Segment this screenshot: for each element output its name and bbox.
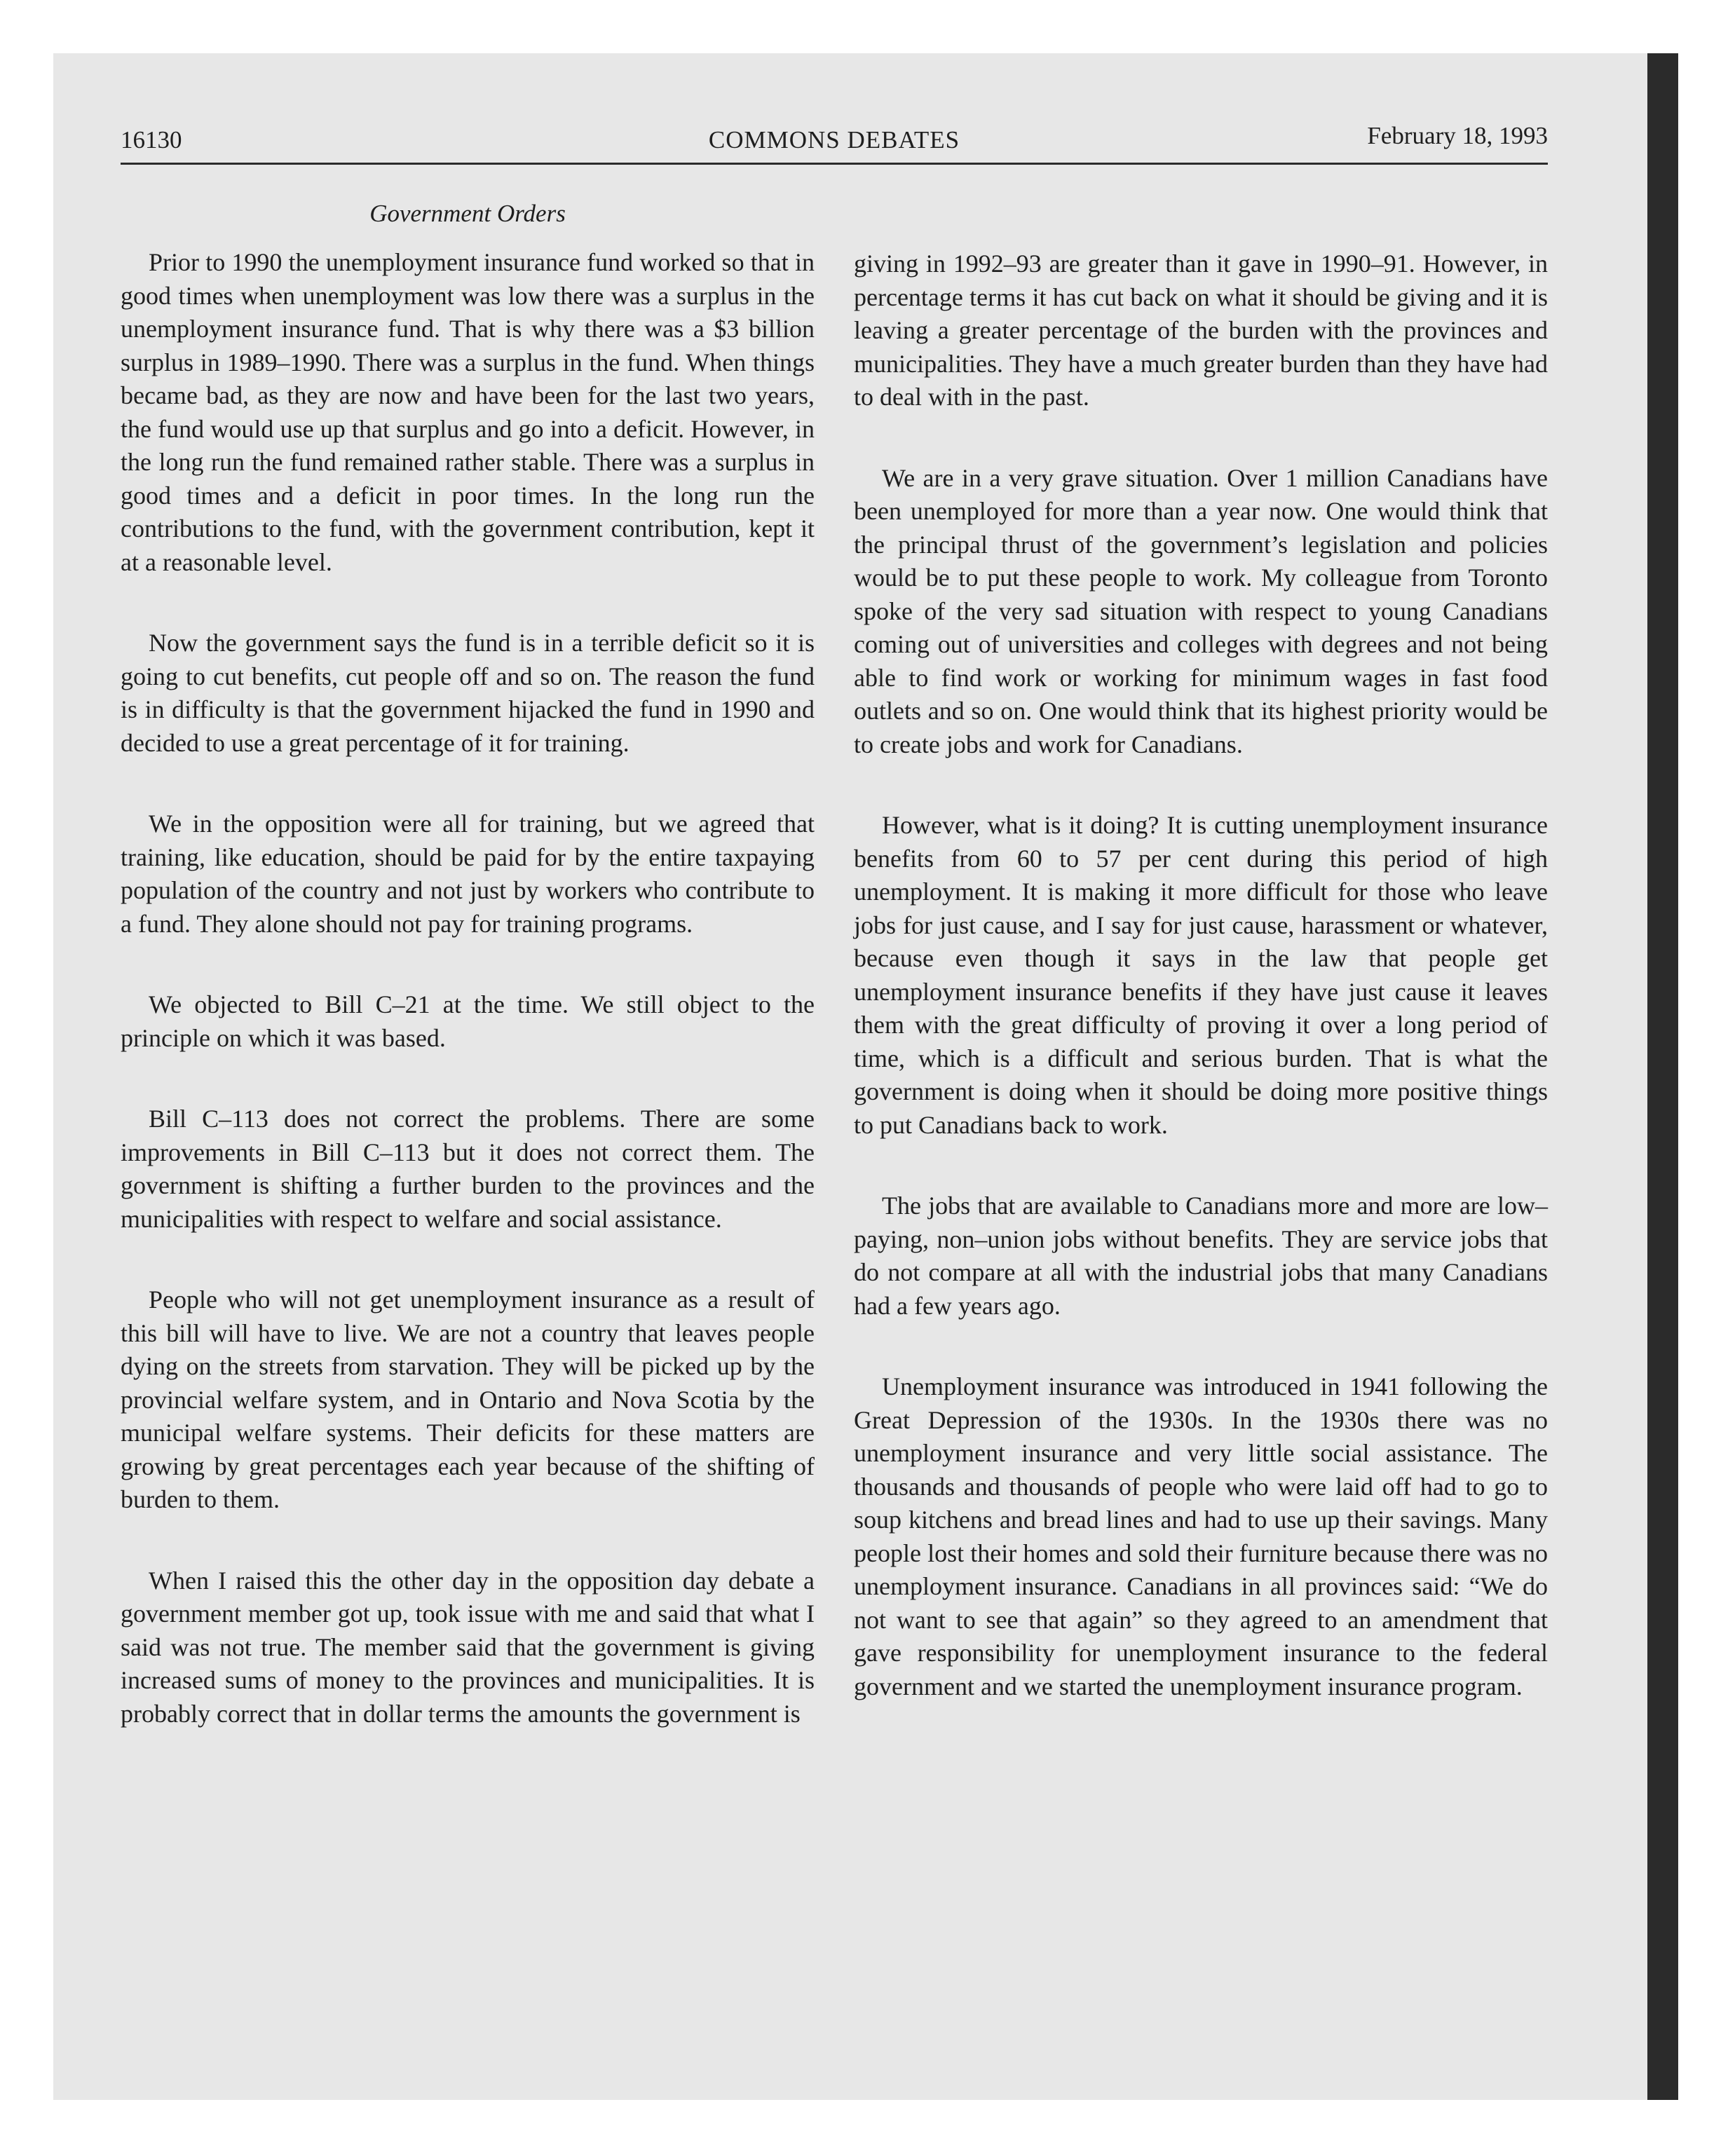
paragraph: Bill C–113 does not correct the problems. There are some improvements in Bill C–113 but it does not correct them. The government is shifting a further burden to the provinces and the municipalities with respect to welfare and social assistance. (121, 1105, 815, 1233)
paragraph: Unemployment insurance was introduced in 1941 following the Great Depression of the 1930s. In the 1930s there was no unemployment insurance and very little social assistance. The thousands and thousands of people who were laid off had to go to soup kitchens and bread lines and had to use up their savings. Many people lost their homes and sold their furniture because there was no unemployment insurance. Canadians in all provinces said: “We do not want to see that again” so they agreed to an amendment that gave responsibility for unemployment insurance to the federal government and we started the unemployment insurance program. (854, 1372, 1548, 1700)
right-column (854, 165, 1548, 1751)
page-header (121, 116, 1548, 163)
paragraph: We are in a very grave situation. Over 1 million Canadians have been unemployed for more than a year now. One would think that the principal thrust of the government’s legislation and policies would be to put these people to work. My colleague from Toronto spoke of the very sad situation with respect to young Canadians coming out of universities and colleges with degrees and not being able to find work or working for minimum wages in fast food outlets and so on. One would think that its highest priority would be to create jobs and work for Canadians. (854, 463, 1548, 758)
journal-title: COMMONS DEBATES (708, 126, 960, 153)
issue-date: February 18, 1993 (1367, 122, 1548, 149)
left-column (121, 165, 815, 1778)
paragraph-continued: giving in 1992–93 are greater than it gave in 1990–91. However, in percentage terms it has cut back on what it should be giving and it is leaving a greater percentage of the burden with the provinces and municipalities. They have a much greater burden than they have had to deal with in the past. (854, 250, 1548, 411)
page-number: 16130 (121, 126, 182, 153)
paragraph: Now the government says the fund is in a terrible deficit so it is going to cut benefits, cut people off and so on. The reason the fund is in difficulty is that the government hijacked the fund in 1990 and decided to use a great percentage of it for training. (121, 629, 815, 757)
paragraph: When I raised this the other day in the opposition day debate a government member got up, took issue with me and said that what I said was not true. The member said that the government is giving increased sums of money to the provinces and municipalities. It is probably correct that in dollar terms the amounts the government is (121, 1566, 815, 1728)
paragraph: People who will not get unemployment insurance as a result of this bill will have to live. We are not a country that leaves people dying on the streets from starvation. They will be picked up by the provincial welfare system, and in Ontario and Nova Scotia by the municipal welfare systems. Their deficits for these matters are growing by great percentages each year because of the shifting of burden to them. (121, 1285, 815, 1513)
scan-edge-shadow (1647, 53, 1678, 2100)
paragraph: Prior to 1990 the unemployment insurance fund worked so that in good times when unemployment was low there was a surplus in the unemployment insurance fund. That is why there was a $3 billion surplus in 1989–1990. There was a surplus in the fund. When things became bad, as they are now and have been for the last two years, the fund would use up that surplus and go into a deficit. However, in the long run the fund remained rather stable. There was a surplus in good times and a deficit in poor times. In the long run the contributions to the fund, with the government contribution, kept it at a reasonable level. (121, 248, 815, 576)
paragraph: However, what is it doing? It is cutting unemployment insurance benefits from 60 to 57 per cent during this period of high unemployment. It is making it more difficult for those who leave jobs for just cause, and I say for just cause, harassment or whatever, because even though it says in the law that people get unemployment insurance benefits if they have just cause it leaves them with the great difficulty of proving it over a long period of time, which is a difficult and serious burden. That is what the government is doing when it should be doing more positive things to put Canadians back to work. (854, 811, 1548, 1139)
paragraph: We objected to Bill C–21 at the time. We still object to the principle on which it was based. (121, 990, 815, 1052)
document-page (121, 116, 1548, 1728)
paragraph: The jobs that are available to Canadians more and more are low–paying, non–union jobs without benefits. They are service jobs that do not compare at all with the industrial jobs that many Canadians had a few years ago. (854, 1192, 1548, 1320)
section-heading: Government Orders (369, 200, 566, 227)
paragraph: We in the opposition were all for training, but we agreed that training, like education, should be paid for by the entire taxpaying population of the country and not just by workers who contribute to a fund. They alone should not pay for training programs. (121, 810, 815, 938)
